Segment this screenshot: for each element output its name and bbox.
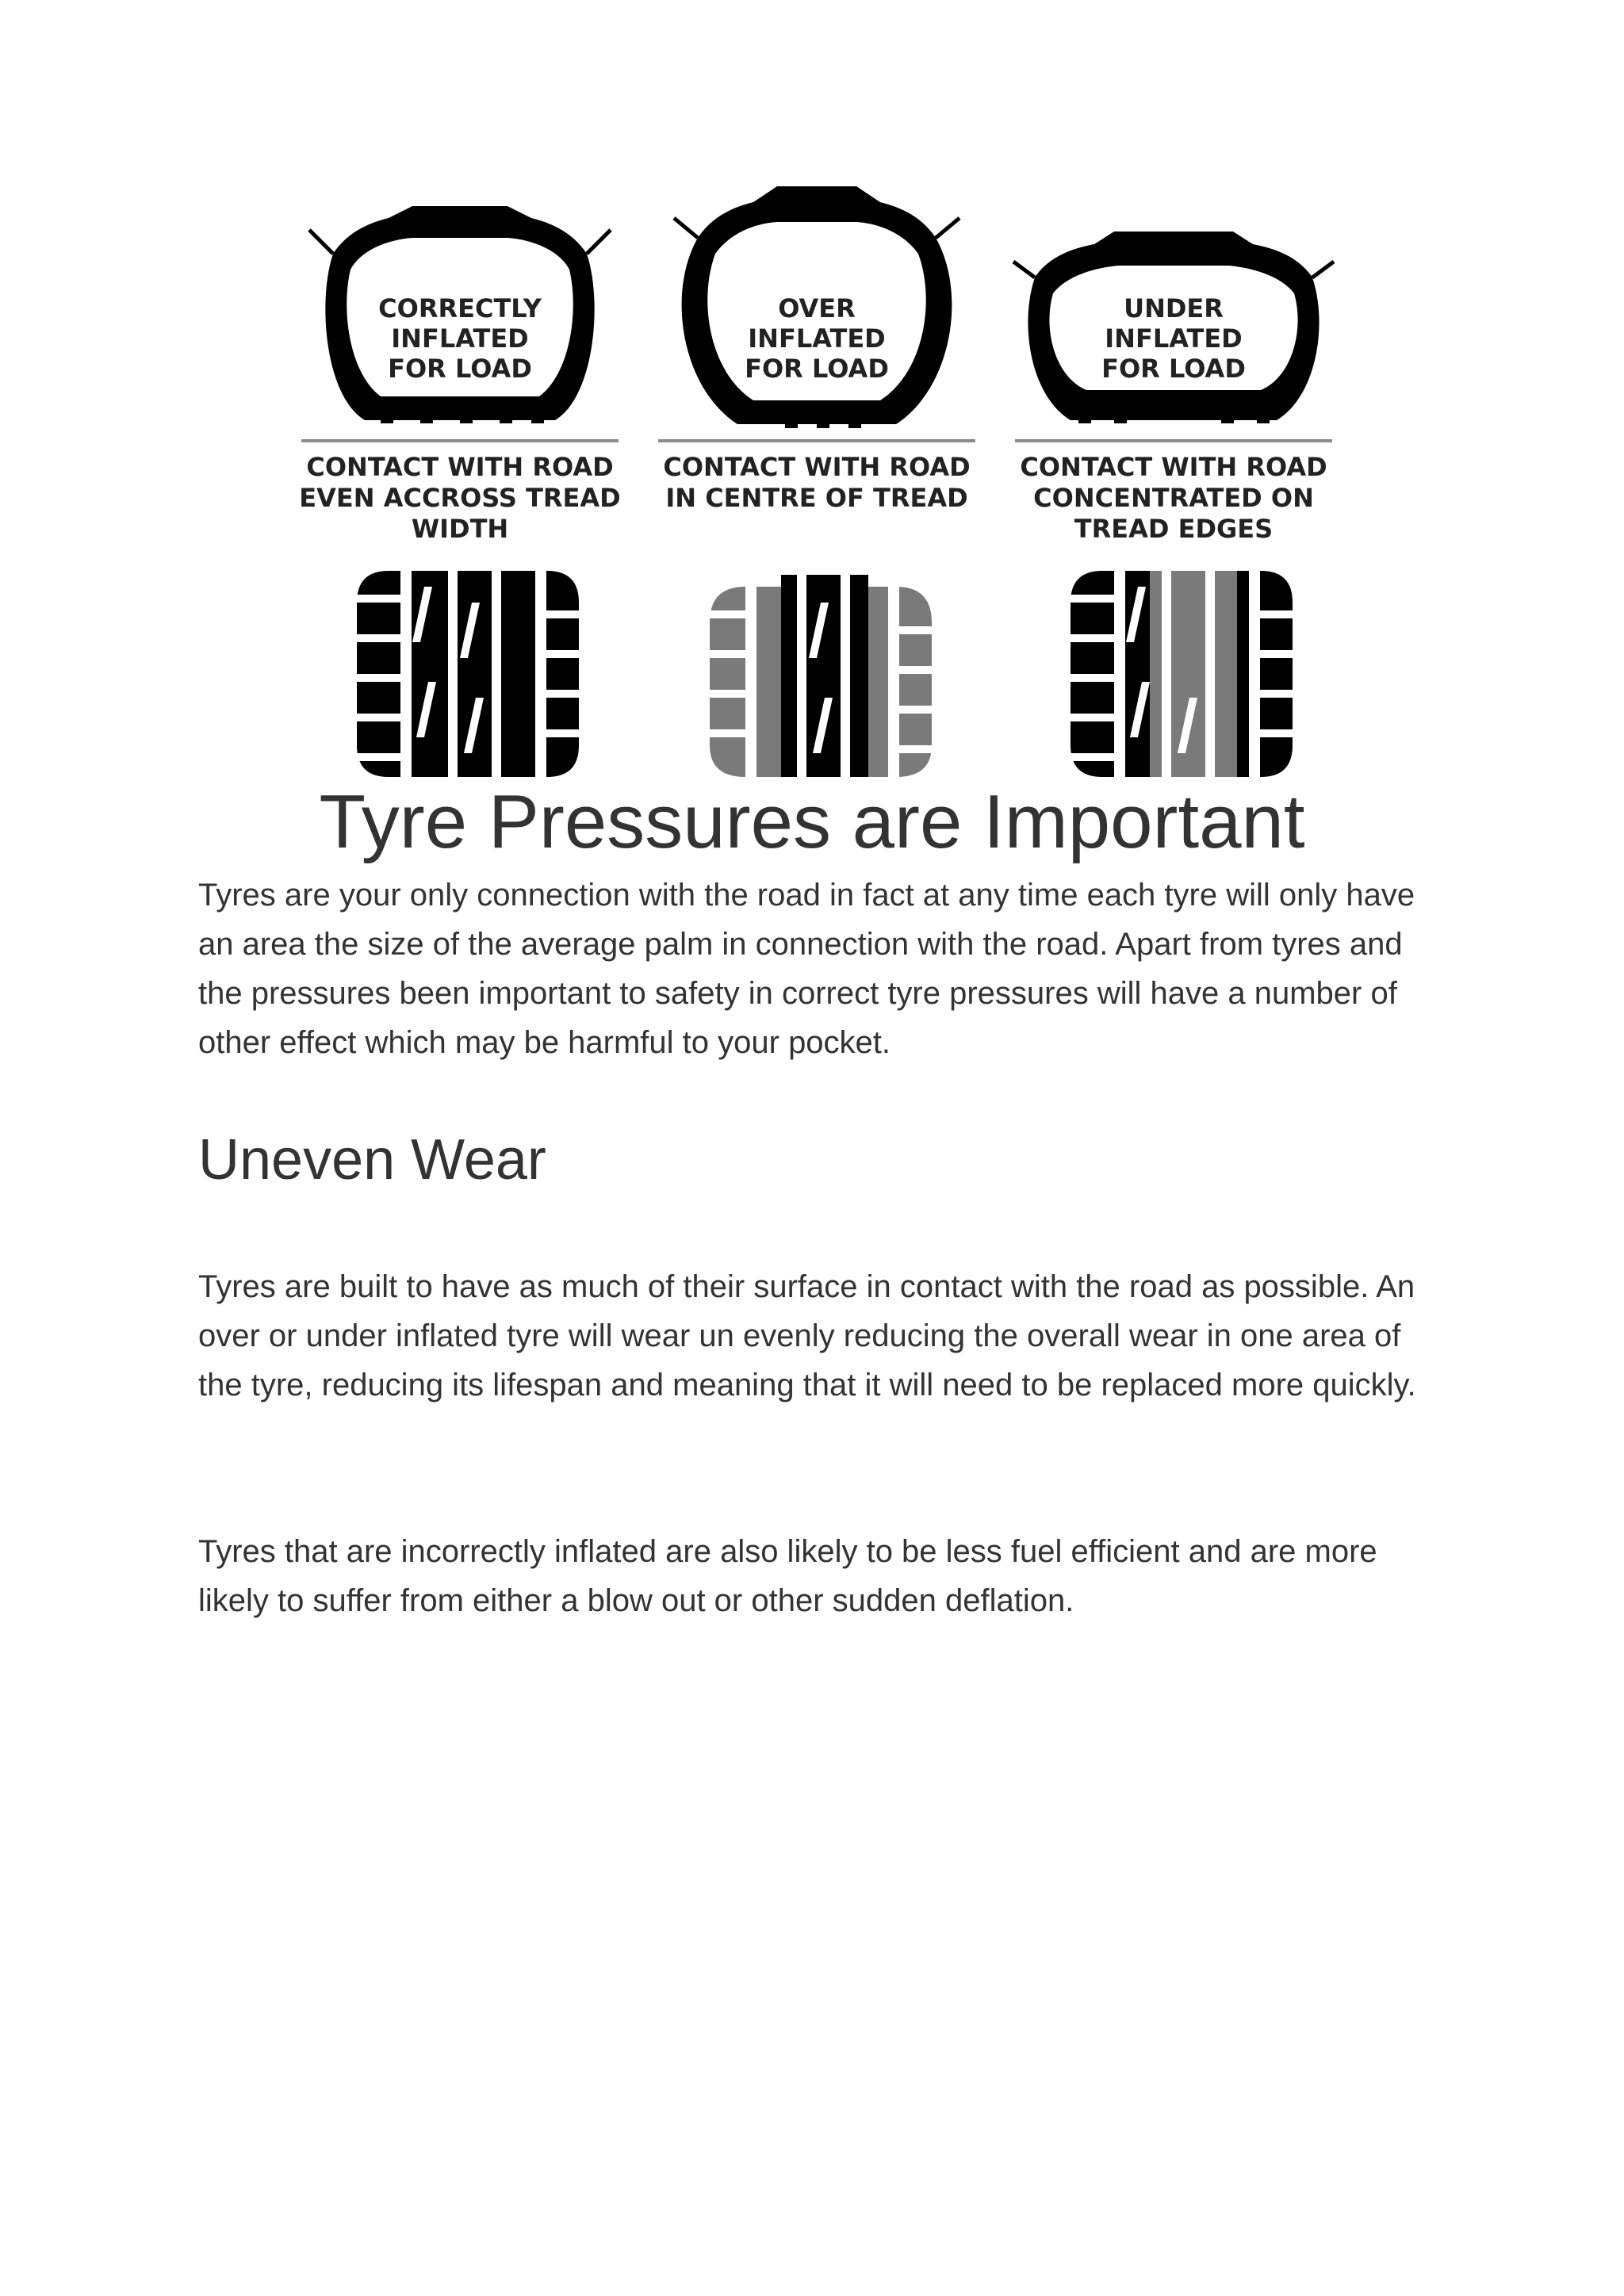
inner-label-under: UNDER INFLATED FOR LOAD bbox=[1101, 293, 1246, 384]
page-title: Tyre Pressures are Important bbox=[319, 779, 1305, 864]
inner-label-over: OVER INFLATED FOR LOAD bbox=[745, 293, 889, 384]
intro-paragraph: Tyres are your only connection with the road in fact at any time each tyre will only have an area the size of the average palm in connection with the road. Apart from tyres and the pressures been important to safety in correct tyre pressures will have a number of other effect which may be harmful to your pocket. bbox=[198, 878, 1415, 1060]
tread-pattern-under bbox=[1071, 571, 1293, 777]
contact-label-under: CONTACT WITH ROAD CONCENTRATED ON TREAD EDGES bbox=[1020, 452, 1327, 544]
tyre-correctly-inflated bbox=[293, 182, 626, 785]
tread-pattern-correct bbox=[357, 571, 579, 777]
section-paragraph-1: Tyres are built to have as much of their surface in contact with the road as possible. An over or under inflated tyre will wear un evenly reducing the overall wear in one area of the tyre, reducing its lifespan and meaning that it will need to be replaced more quickly. bbox=[198, 1269, 1416, 1402]
tread-pattern-over bbox=[710, 575, 932, 777]
tyre-pressure-diagram bbox=[293, 182, 1340, 785]
section-heading: Uneven Wear bbox=[198, 1128, 546, 1192]
inner-label-correct: CORRECTLY INFLATED FOR LOAD bbox=[378, 293, 542, 384]
section-paragraph-2: Tyres that are incorrectly inflated are also likely to be less fuel efficient and are more likely to suffer from either a blow out or other sudden deflation. bbox=[198, 1534, 1377, 1618]
tyre-under-inflated bbox=[1007, 182, 1340, 785]
contact-label-correct: CONTACT WITH ROAD EVEN ACCROSS TREAD WIDTH bbox=[299, 452, 621, 544]
contact-label-over: CONTACT WITH ROAD IN CENTRE OF TREAD bbox=[663, 452, 971, 513]
tyre-over-inflated bbox=[650, 182, 983, 785]
